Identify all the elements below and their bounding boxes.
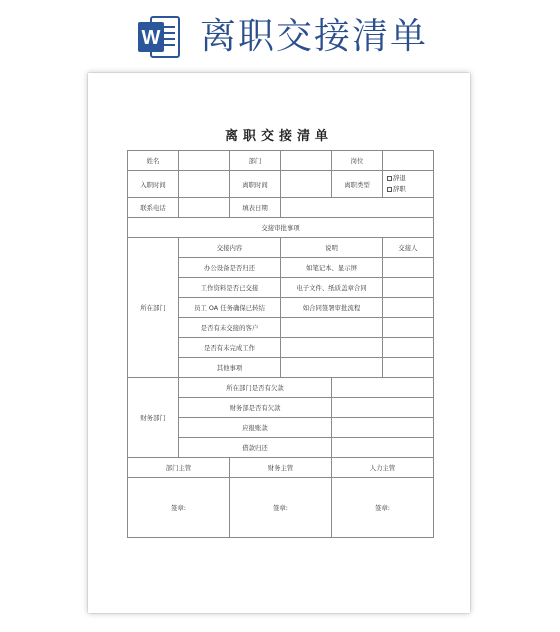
dept-item-note: [281, 358, 383, 378]
finance-section-label: 财务部门: [128, 378, 179, 458]
row-section-header: [128, 218, 434, 238]
dept-item-receiver[interactable]: [383, 338, 434, 358]
field-fill-date[interactable]: [281, 198, 434, 218]
field-phone[interactable]: [179, 198, 230, 218]
document-title: 离职交接清单: [224, 129, 333, 144]
row-basic-info-2: [128, 171, 434, 198]
finance-item-value[interactable]: [332, 398, 434, 418]
word-document-icon: [137, 14, 181, 60]
label-leave-type: 离职类型: [332, 171, 383, 198]
label-entry-date: 入职时间: [128, 171, 179, 198]
sign-finance-supervisor[interactable]: 签章:: [230, 478, 332, 538]
dept-item-content: 是否有未交接的客户: [179, 318, 281, 338]
finance-item-value[interactable]: [332, 378, 434, 398]
banner: [0, 0, 560, 70]
document-page: [88, 73, 470, 613]
finance-item: 借款归还: [179, 438, 332, 458]
dept-item-receiver[interactable]: [383, 358, 434, 378]
option-resigned[interactable]: 辞职: [383, 184, 433, 195]
dept-item-content: 是否有未完成工作: [179, 338, 281, 358]
dept-item-note: 电子文件、纸质盖章合同: [281, 278, 383, 298]
dept-item-receiver[interactable]: [383, 318, 434, 338]
label-department: 部门: [230, 151, 281, 171]
header-content: 交接内容: [179, 238, 281, 258]
dept-item-content: 其他事项: [179, 358, 281, 378]
dept-item-note: [281, 338, 383, 358]
svg-text:W: W: [141, 27, 161, 49]
dept-item-receiver[interactable]: [383, 298, 434, 318]
label-finance-supervisor: 财务主管: [230, 458, 332, 478]
field-entry-date[interactable]: [179, 171, 230, 198]
handover-form-table: [127, 150, 434, 538]
dept-header-row: [128, 238, 434, 258]
field-department[interactable]: [281, 151, 332, 171]
table-row: [128, 378, 434, 398]
label-position: 岗位: [332, 151, 383, 171]
option-dismissed[interactable]: 辞退: [383, 173, 433, 184]
label-hr-supervisor: 人力主管: [332, 458, 434, 478]
finance-item: 应报账款: [179, 418, 332, 438]
checkbox-icon: [387, 176, 392, 181]
header-receiver: 交接人: [383, 238, 434, 258]
field-name[interactable]: [179, 151, 230, 171]
label-leave-date: 离职时间: [230, 171, 281, 198]
sign-dept-supervisor[interactable]: 签章:: [128, 478, 230, 538]
dept-item-note: [281, 318, 383, 338]
dept-item-note: 如笔记本、显示屏: [281, 258, 383, 278]
leave-type-options: [383, 171, 434, 198]
sign-hr-supervisor[interactable]: 签章:: [332, 478, 434, 538]
field-leave-date[interactable]: [281, 171, 332, 198]
dept-item-content: 办公设备是否归还: [179, 258, 281, 278]
dept-section-label: 所在部门: [128, 238, 179, 378]
row-basic-info-1: [128, 151, 434, 171]
dept-item-note: 如合同签署审批流程: [281, 298, 383, 318]
dept-item-receiver[interactable]: [383, 278, 434, 298]
label-fill-date: 填表日期: [230, 198, 281, 218]
checkbox-icon: [387, 187, 392, 192]
label-name: 姓名: [128, 151, 179, 171]
header-note: 说明: [281, 238, 383, 258]
row-basic-info-3: [128, 198, 434, 218]
label-dept-supervisor: 部门主管: [128, 458, 230, 478]
finance-item-value[interactable]: [332, 418, 434, 438]
finance-item: 财务部是否有欠款: [179, 398, 332, 418]
signature-row: [128, 478, 434, 538]
finance-item-value[interactable]: [332, 438, 434, 458]
dept-item-content: 工作资料是否已交接: [179, 278, 281, 298]
label-phone: 联系电话: [128, 198, 179, 218]
section-header: 交接审批事项: [128, 218, 434, 238]
dept-item-content: 员工 OA 任务确保已转结: [179, 298, 281, 318]
banner-title: 离职交接清单: [200, 16, 429, 57]
field-position[interactable]: [383, 151, 434, 171]
signature-label-row: [128, 458, 434, 478]
dept-item-receiver[interactable]: [383, 258, 434, 278]
finance-item: 所在部门是否有欠款: [179, 378, 332, 398]
